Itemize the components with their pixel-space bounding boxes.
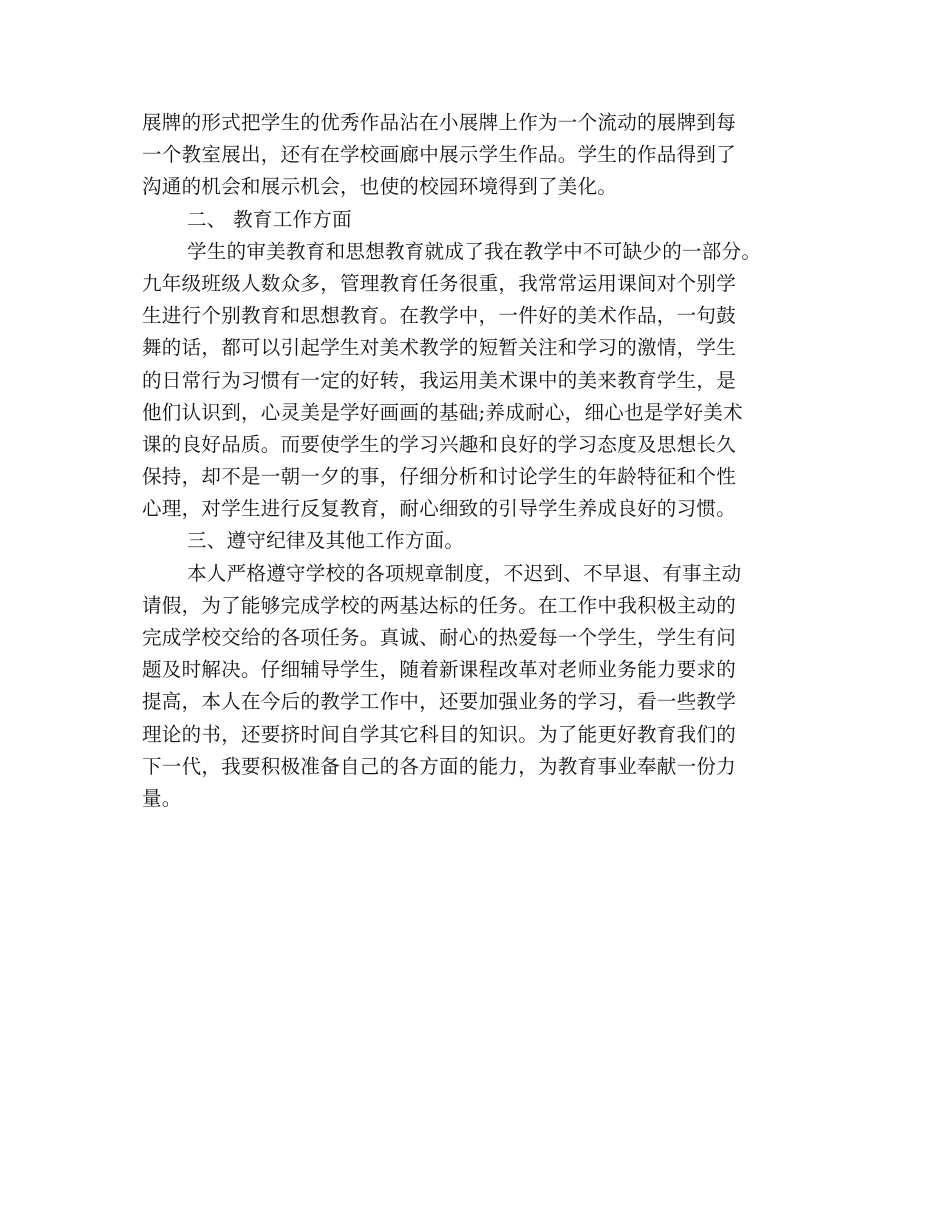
- text-line: 的日常行为习惯有一定的好转，我运用美术课中的美来教育学生，是: [142, 368, 737, 392]
- paragraph-start-line: 学生的审美教育和思想教育就成了我在教学中不可缺少的一部分。: [187, 239, 762, 263]
- paragraph-start-line: 本人严格遵守学校的各项规章制度，不迟到、不早退、有事主动: [187, 561, 742, 585]
- text-line: 舞的话，都可以引起学生对美术教学的短暂关注和学习的激情，学生: [142, 336, 737, 360]
- text-line: 课的良好品质。而要使学生的学习兴趣和良好的学习态度及思想长久: [142, 432, 737, 456]
- text-line: 提高，本人在今后的教学工作中，还要加强业务的学习，看一些教学: [142, 690, 737, 714]
- document-body: [142, 107, 817, 815]
- text-line: 请假，为了能够完成学校的两基达标的任务。在工作中我积极主动的: [142, 593, 737, 617]
- text-line: 下一代，我要积极准备自己的各方面的能力，为教育事业奉献一份力: [142, 754, 737, 778]
- text-line: 心理，对学生进行反复教育，耐心细致的引导学生养成良好的习惯。: [142, 497, 737, 521]
- text-line: 展牌的形式把学生的优秀作品沾在小展牌上作为一个流动的展牌到每: [142, 111, 737, 134]
- text-line: 保持，却不是一朝一夕的事，仔细分析和讨论学生的年龄特征和个性: [142, 465, 737, 489]
- section-heading-discipline: 三、遵守纪律及其他工作方面。: [187, 529, 465, 553]
- text-line: 一个教室展出，还有在学校画廊中展示学生作品。学生的作品得到了: [142, 143, 737, 167]
- text-line: 量。: [142, 786, 182, 810]
- text-line: 完成学校交给的各项任务。真诚、耐心的热爱每一个学生，学生有问: [142, 626, 737, 649]
- text-line: 他们认识到，心灵美是学好画画的基础;养成耐心，细心也是学好美术: [142, 400, 743, 424]
- text-line: 生进行个别教育和思想教育。在教学中，一件好的美术作品，一句鼓: [142, 304, 737, 328]
- text-line: 理论的书，还要挤时间自学其它科目的知识。为了能更好教育我们的: [142, 722, 737, 746]
- text-line: 沟通的机会和展示机会，也使的校园环境得到了美化。: [142, 175, 618, 199]
- section-heading-education: 二、 教育工作方面: [187, 207, 352, 231]
- text-line: 九年级班级人数众多，管理教育任务很重，我常常运用课间对个别学: [142, 271, 737, 295]
- text-line: 题及时解决。仔细辅导学生，随着新课程改革对老师业务能力要求的: [142, 658, 737, 682]
